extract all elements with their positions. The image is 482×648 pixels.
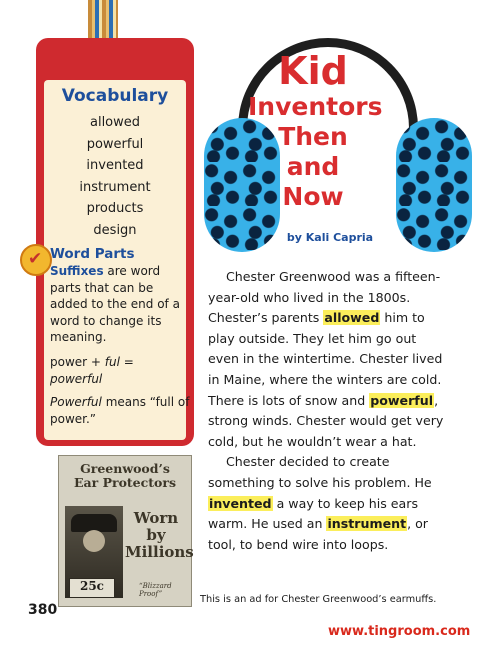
ad-slogan	[125, 509, 194, 561]
story-text: , or tool, to bend wire into loops.	[208, 516, 428, 552]
vintage-earmuff-ad	[58, 455, 192, 607]
title-word-inventors: Inventors	[248, 92, 383, 121]
strategy-check-icon	[20, 244, 52, 276]
word-parts-title: Word Parts	[50, 246, 135, 262]
story-text: a way to keep his ears warm. He used an	[208, 495, 419, 532]
formula-result: powerful	[50, 371, 103, 386]
story-text: , strong winds. Chester would get very cold, but he wouldn’t wear a hat.	[208, 392, 444, 449]
face-icon	[83, 530, 105, 552]
meaning-word: Powerful	[50, 395, 102, 409]
page-number: 380	[28, 602, 58, 618]
article-byline: by Kali Capria	[286, 231, 374, 244]
formula-prefix: power +	[50, 355, 105, 369]
highlighted-word: allowed	[324, 310, 380, 326]
title-word-then: Then	[278, 122, 348, 151]
checkmark-icon: ✔	[28, 249, 43, 269]
word-parts-definition	[50, 263, 190, 346]
ad-caption: This is an ad for Chester Greenwood’s earmuffs.	[200, 594, 437, 605]
vocabulary-word: invented	[86, 158, 144, 173]
highlighted-word: invented	[209, 495, 272, 511]
highlighted-word: instrument	[327, 516, 407, 532]
story-text: him to play outside. They let him go out even in the wintertime. Chester lived in Maine, where the winters are cold. There is lots of snow and	[208, 310, 443, 408]
word-parts-definition-text: are word parts that can be added to the end of a word to change its meaning.	[50, 264, 180, 344]
ad-slogan-line: Worn	[133, 509, 179, 527]
ad-slogan-line: by	[146, 526, 166, 544]
ad-price: 25c	[69, 578, 115, 598]
formula-suffix: ful	[104, 355, 120, 369]
ad-title	[59, 462, 191, 490]
ad-slogan-line: Millions	[125, 543, 194, 561]
earmuff-right-icon	[396, 118, 472, 252]
article-body	[208, 267, 448, 555]
vocabulary-word: products	[86, 201, 144, 216]
ad-title-line: Greenwood’s	[80, 461, 170, 476]
title-word-kid: Kid	[278, 49, 348, 93]
watermark: www.tingroom.com	[328, 624, 471, 639]
article-title	[248, 49, 383, 212]
vocabulary-word: allowed	[89, 115, 141, 130]
vocabulary-list	[44, 112, 186, 241]
ad-brand: “Blizzard Proof”	[139, 582, 172, 598]
story-text: Chester Greenwood was a fifteen-year-old who lived in the 1800s. Chester’s parents	[208, 269, 441, 326]
ad-title-line: Ear Protectors	[74, 475, 176, 490]
story-text: Chester decided to create something to solve his problem. He	[208, 454, 432, 490]
story-paragraph	[208, 267, 448, 452]
vocabulary-word: instrument	[79, 179, 151, 195]
meaning-text: means “full of power.”	[50, 395, 190, 426]
formula-equals: =	[119, 355, 134, 369]
suffix-term: Suffixes	[50, 264, 104, 278]
vocabulary-title: Vocabulary	[61, 86, 169, 106]
word-parts-meaning	[50, 394, 190, 427]
vocabulary-word: design	[93, 222, 137, 238]
highlighted-word: powerful	[370, 392, 434, 408]
story-paragraph	[208, 452, 448, 555]
title-word-and: and	[286, 152, 340, 181]
vocabulary-word: powerful	[86, 136, 144, 152]
title-word-now: Now	[282, 182, 344, 211]
word-parts-formula	[50, 354, 190, 387]
